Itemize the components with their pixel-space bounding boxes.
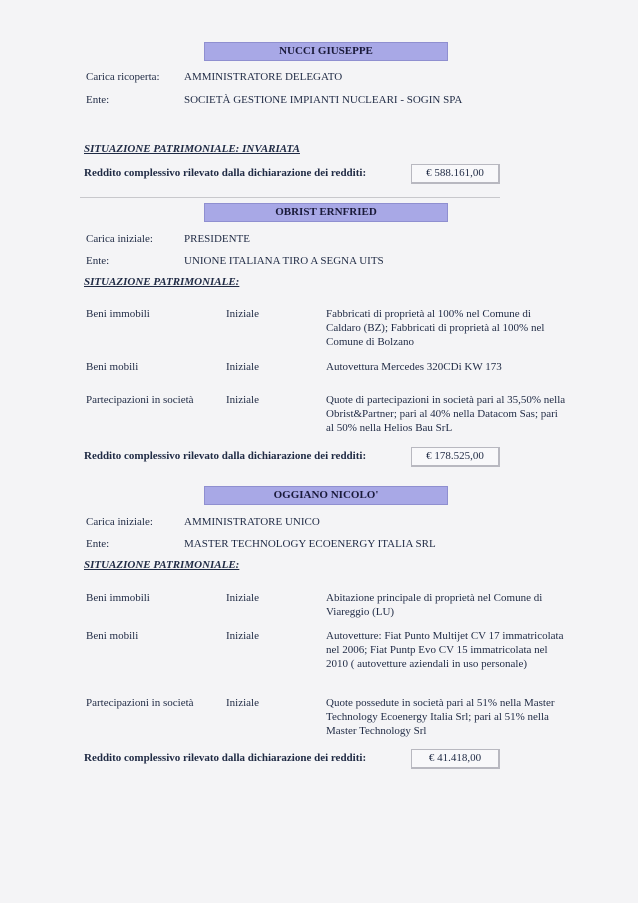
asset-status: Iniziale — [226, 630, 259, 642]
asset-type: Beni mobili — [86, 361, 139, 373]
asset-description: Quote di partecipazioni in società pari al 35,50% nella Obrist&Partner; pari al 40% nella Datacom Sas; pari al 50% nella Helios Bau SrL — [326, 394, 566, 434]
income-label: Reddito complessivo rilevato dalla dichiarazione dei redditi: — [84, 167, 367, 179]
entity-label: Ente: — [86, 538, 110, 550]
asset-status: Iniziale — [226, 394, 259, 406]
situation-heading: SITUAZIONE PATRIMONIALE: — [84, 559, 240, 571]
asset-description: Fabbricati di proprietà al 100% nel Comune di Caldaro (BZ); Fabbricati di proprietà al 100% nel Comune di Bolzano — [326, 308, 545, 348]
income-label: Reddito complessivo rilevato dalla dichiarazione dei redditi: — [84, 752, 367, 764]
person-name-header: NUCCI GIUSEPPE — [204, 42, 448, 61]
asset-description: Quote possedute in società pari al 51% nella Master Technology Ecoenergy Italia Srl; pari al 51% nella Master Technology Srl — [326, 697, 555, 737]
role-label: Carica iniziale: — [86, 233, 153, 245]
asset-description: Autovettura Mercedes 320CDi KW 173 — [326, 361, 502, 373]
income-value: € 178.525,00 — [411, 447, 500, 467]
person-name-header: OBRIST ERNFRIED — [204, 203, 448, 222]
section-divider — [80, 197, 500, 198]
entity-value: SOCIETÀ GESTIONE IMPIANTI NUCLEARI - SOGIN SPA — [184, 94, 463, 106]
asset-status: Iniziale — [226, 592, 259, 604]
role-label: Carica ricoperta: — [86, 71, 160, 83]
asset-status: Iniziale — [226, 361, 259, 373]
asset-type: Partecipazioni in società — [86, 697, 194, 709]
situation-heading: SITUAZIONE PATRIMONIALE: INVARIATA — [84, 143, 300, 155]
role-value: AMMINISTRATORE UNICO — [184, 516, 320, 528]
role-value: AMMINISTRATORE DELEGATO — [184, 71, 343, 83]
asset-description: Abitazione principale di proprietà nel Comune di Viareggio (LU) — [326, 592, 543, 618]
asset-type: Partecipazioni in società — [86, 394, 194, 406]
entity-label: Ente: — [86, 94, 110, 106]
role-value: PRESIDENTE — [184, 233, 250, 245]
income-label: Reddito complessivo rilevato dalla dichiarazione dei redditi: — [84, 450, 367, 462]
income-value: € 41.418,00 — [411, 749, 500, 769]
asset-type: Beni immobili — [86, 308, 150, 320]
entity-value: UNIONE ITALIANA TIRO A SEGNA UITS — [184, 255, 384, 267]
asset-description: Autovetture: Fiat Punto Multijet CV 17 immatricolata nel 2006; Fiat Puntp Evo CV 15 immatricolata nel 2010 ( autovetture aziendali in uso personale) — [326, 630, 564, 670]
income-value: € 588.161,00 — [411, 164, 500, 184]
asset-status: Iniziale — [226, 308, 259, 320]
role-label: Carica iniziale: — [86, 516, 153, 528]
asset-status: Iniziale — [226, 697, 259, 709]
person-name-header: OGGIANO NICOLO' — [204, 486, 448, 505]
asset-type: Beni mobili — [86, 630, 139, 642]
entity-value: MASTER TECHNOLOGY ECOENERGY ITALIA SRL — [184, 538, 436, 550]
entity-label: Ente: — [86, 255, 110, 267]
situation-heading: SITUAZIONE PATRIMONIALE: — [84, 276, 240, 288]
asset-type: Beni immobili — [86, 592, 150, 604]
